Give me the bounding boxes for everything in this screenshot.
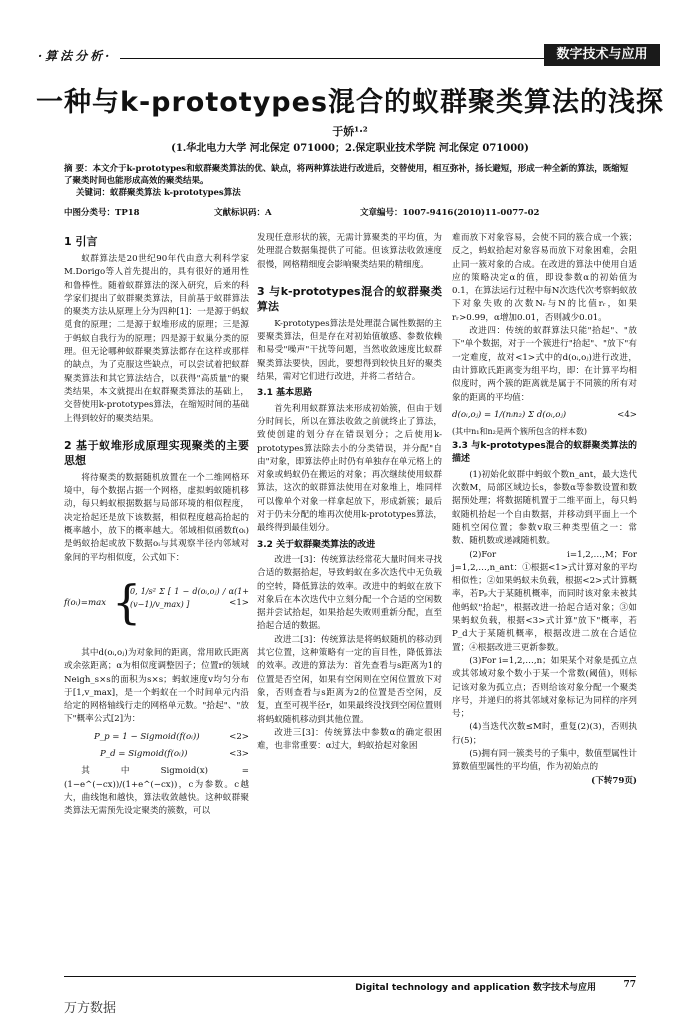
page-number: 77 xyxy=(623,980,636,990)
formula-2 xyxy=(64,731,249,744)
paragraph: 其中Sigmoid(x) = (1−e^(−cx))/(1+e^(−cx))，c为参数。c越大，曲线饱和越快，算法收敛越快。这种蚁群聚类算法无需预先设定聚类的簇数，可以 xyxy=(64,766,249,817)
paragraph: (2)For i=1,2,…,M；For j=1,2,…,n_ant：①根据<1>式计算对象的平均相似性；②如果蚂蚁未负载，根据<2>式计算概率，若Pₚ大于某随机概率，而同时该对象未被其他蚂蚁"拾起"，根据改进一拾起合适对象；③如果蚂蚁负载，根据<3>式计算"放下"概率，若P_d大于某随机概率，根据改进二放在合适位置；④根据改进三更新参数。 xyxy=(452,549,637,653)
keywords: 关键词：蚁群聚类算法 k-prototypes算法 xyxy=(76,188,241,198)
footer-journal: Digital technology and application 数字技术与应用 xyxy=(355,983,596,993)
column-1 xyxy=(64,232,249,819)
column-2 xyxy=(257,232,442,753)
formula-2-body: P_p = 1 − Sigmoid(f(oᵢ)) xyxy=(94,731,200,742)
paragraph: (1)初始化蚁群中蚂蚁个数n_ant，最大迭代次数M，局部区域边长s，参数α等参数设置和数据预处理；将数据随机置于二维平面上，每只蚂蚁随机拾起一个自由数据，并移动到平面上一个随机空闲位置；参数v取三种类型值之一：常数、随机数或递减随机数。 xyxy=(452,469,637,547)
paragraph: 改进一[3]：传统算法经常花大量时间来寻找合适的数据拾起，导致蚂蚁在多次迭代中无负载的空转，降低算法的效率。改进中的蚂蚁在放下对象后在本次迭代中立刻分配一个合适的空闲数据并尝试拾起，如果拾起失败则重新分配，直至拾起合适的数据。 xyxy=(257,554,442,632)
paragraph: 改进二[3]：传统算法是将蚂蚁随机的移动到其它位置，这种策略有一定的盲目性，降低算法的效率。改进的算法为：首先查看与s距离为1的位置是否空闲，如果有空闲则在空闲位置放下对象，否则查看与s距离为2的位置是否空闲，反复，直至可视半径r，如果最终没找到空闲位置则将蚂蚁随机移动到其他位置。 xyxy=(257,634,442,725)
formula-3-body: P_d = Sigmoid(f(oᵢ)) xyxy=(100,749,188,760)
formula-4-note: (其中n₁和n₂是两个簇所包含的样本数) xyxy=(452,427,587,437)
affiliation: (1.华北电力大学 河北保定 071000；2.保定职业技术学院 河北保定 071000) xyxy=(171,143,529,154)
paragraph: 改进四：传统的蚁群算法只能"拾起"、"放下"单个数据，对于一个簇进行"拾起"、"放下"有一定难度，故对<1>式中的d(oᵢ,oⱼ)进行改进，由计算欧氏距离变为组平均，即：在计算平均相似度时，两个簇的距离就是属于不同簇的所有对象的距离的平均值： xyxy=(452,326,637,403)
running-header xyxy=(38,44,660,66)
paragraph: 蚁群算法是20世纪90年代由意大利科学家M.Dorigo等人首先提出的，具有很好的通用性和鲁棒性。随着蚁群算法的深入研究，后来的科学家们提出了蚁群聚类算法，目前基于蚁群算法的聚类方法从原理上分为四种[1]：一是源于蚂蚁觅食的原理；二是源于蚁堆形成的原理；三是源于蚂蚁自我行为的原理；四是源于蚁巢分类的原理。但无论哪种蚁群聚类算法都存在这样或那样的缺点，为了克服这些缺点，可以尝试着把蚁群聚类算法和其它算法结合，以获得"高质量"的聚类结果，本文就提出在蚁群聚类算法的基础上，交替使用k-prototypes算法，在缩短时间的基础上得到较好的聚类结果。 xyxy=(64,254,249,424)
formula-4 xyxy=(452,409,637,422)
formula-1-lhs: f(oᵢ)=max xyxy=(64,597,107,608)
formula-4-number: <4> xyxy=(617,409,637,420)
document-code: 文献标识码：A xyxy=(214,208,272,218)
formula-4-body: d(oᵢ,oⱼ) = 1/(nᵢn₂) Σ d(oᵢ,oⱼ) xyxy=(452,409,567,420)
paragraph: 难而放下对象容易，会使不同的簇合成一个簇；反之，蚂蚁拾起对象容易而放下对象困难，会阻止同一簇对象的合成。在改进的算法中使用自适应的策略决定α的值，即设参数α的初始值为0.1，在算法运行过程中每N次迭代次考察蚂蚁放下对象失败的次数Nᵣ与N的比值rᵣ，如果rᵣ>0.99，α增加0.01，否则减少0.01。 xyxy=(452,233,637,323)
paragraph: K-prototypes算法是处理混合属性数据的主要聚类算法，但是存在对初始值敏感、参数依赖和易受"噪声"干扰等问题，当然收敛速度比蚁群聚类算法要快，因此，要想得到较快且好的聚类结果，需对它们进行改进，并将二者结合。 xyxy=(257,318,442,383)
paragraph: (3)For i=1,2,…,n；如果某个对象是孤立点或其邻域对象个数小于某一个常数(阈值)，则标记该对象为孤立点；否则给该对象分配一个聚类序号，并递归的将其邻域对象标记为同样的序列号； xyxy=(452,655,637,720)
paragraph: (5)拥有同一簇类号的子集中，数值型属性计算数值型属性的平均值，作为初始点的 xyxy=(452,748,637,773)
header-rule xyxy=(120,58,544,59)
heading-3-1: 3.1 基本思路 xyxy=(257,388,313,399)
formula-3-number: <3> xyxy=(229,749,249,760)
author: 于娇¹·² xyxy=(332,125,368,138)
paragraph: 发现任意形状的簇，无需计算聚类的平均值，为处理混合数据集提供了可能。但该算法收敛速度很慢，网格精细度会影响聚类结果的精细度。 xyxy=(257,233,442,270)
paragraph: 将待聚类的数据随机放置在一个二维网格环境中，每个数据占据一个网格，虚拟蚂蚁随机移动，每只蚂蚁根据数据与局部环境的相似程度，决定拾起还是放下该数据，相似程度越高拾起的概率越小，放下的概率越大。邻域相似函数f(oᵢ)是蚂蚁拾起或放下数据oᵢ与其观察半径内邻域对象间的平均相似度，公式如下： xyxy=(64,472,249,563)
formula-1-body: 0, 1/s² Σ [ 1 − d(oᵢ,oⱼ) / α(1+(v−1)/v_max) ] xyxy=(130,586,249,610)
watermark: 万方数据 xyxy=(64,1001,117,1016)
column-3 xyxy=(452,232,637,788)
journal-name-badge: 数字技术与应用 xyxy=(544,44,660,66)
formula-3 xyxy=(64,748,249,761)
article-number: 文章编号：1007-9416(2010)11-0077-02 xyxy=(360,208,540,218)
heading-section-2: 2 基于蚁堆形成原理实现聚类的主要思想 xyxy=(64,438,249,467)
formula-1 xyxy=(64,573,249,639)
heading-3-3: 3.3 与k-prototypes混合的蚁群聚类算法的描述 xyxy=(452,441,637,465)
formula-1-number: <1> xyxy=(229,597,249,608)
formula-1-bracket: { xyxy=(112,574,142,629)
section-tag: ·算法分析· xyxy=(38,49,113,63)
page-footer xyxy=(64,976,636,995)
heading-introduction: 1 引言 xyxy=(64,235,98,248)
continued-note: (下转79页) xyxy=(591,775,637,786)
paragraph: (4)当迭代次数≤M时，重复(2)(3)，否则执行(5)； xyxy=(452,722,637,746)
classification-number: 中图分类号：TP18 xyxy=(64,208,140,218)
paper-title: 一种与k-prototypes混合的蚁群聚类算法的浅探 xyxy=(35,87,665,118)
heading-section-3: 3 与k-prototypes混合的蚁群聚类算法 xyxy=(257,284,442,313)
paragraph: 改进三[3]：传统算法中参数α的确定很困难，也非常重要：α过大，蚂蚁拾起对象困 xyxy=(257,727,442,752)
formula-2-number: <2> xyxy=(229,731,249,742)
abstract xyxy=(64,163,636,199)
paragraph: 首先利用蚁群算法来形成初始簇，但由于划分时间长，所以在算法收敛之前就终止了算法，致使创建的划分存在错误划分；之后使用k-prototypes算法除去小的分类错误，并分配"自由"对象，即算法停止时仍有单独存在单元格上的对象或蚂蚁仍在搬运的对象；再次继续使用蚁群算法，这次的蚁群算法使用在对象堆上，堆同样可以像单个对象一样拿起放下，形成新簇；最后对于仍未分配的堆再次使用k-prototypes算法，最终得到最佳划分。 xyxy=(257,403,442,534)
heading-3-2: 3.2 关于蚁群聚类算法的改进 xyxy=(257,539,376,550)
abstract-text: 摘 要：本文介于k-prototypes和蚁群聚类算法的优、缺点，将两种算法进行改进后，交替使用，相互弥补，扬长避短，形成一种全新的算法，既缩短了聚类时间也能形成高效的聚类结果。 xyxy=(64,164,629,186)
paragraph: 其中d(oᵢ,oⱼ)为对象间的距离，常用欧氏距离或余弦距离；α为相似度调整因子；位置r的领域Neigh_s×s的面积为s×s；蚂蚁速度v均匀分布于[1,v_max]，是一个蚂蚁在一个时间单元内沿给定的网格轴线行走的网格单元数。"拾起"、"放下"概率公式[2]为： xyxy=(64,647,249,725)
